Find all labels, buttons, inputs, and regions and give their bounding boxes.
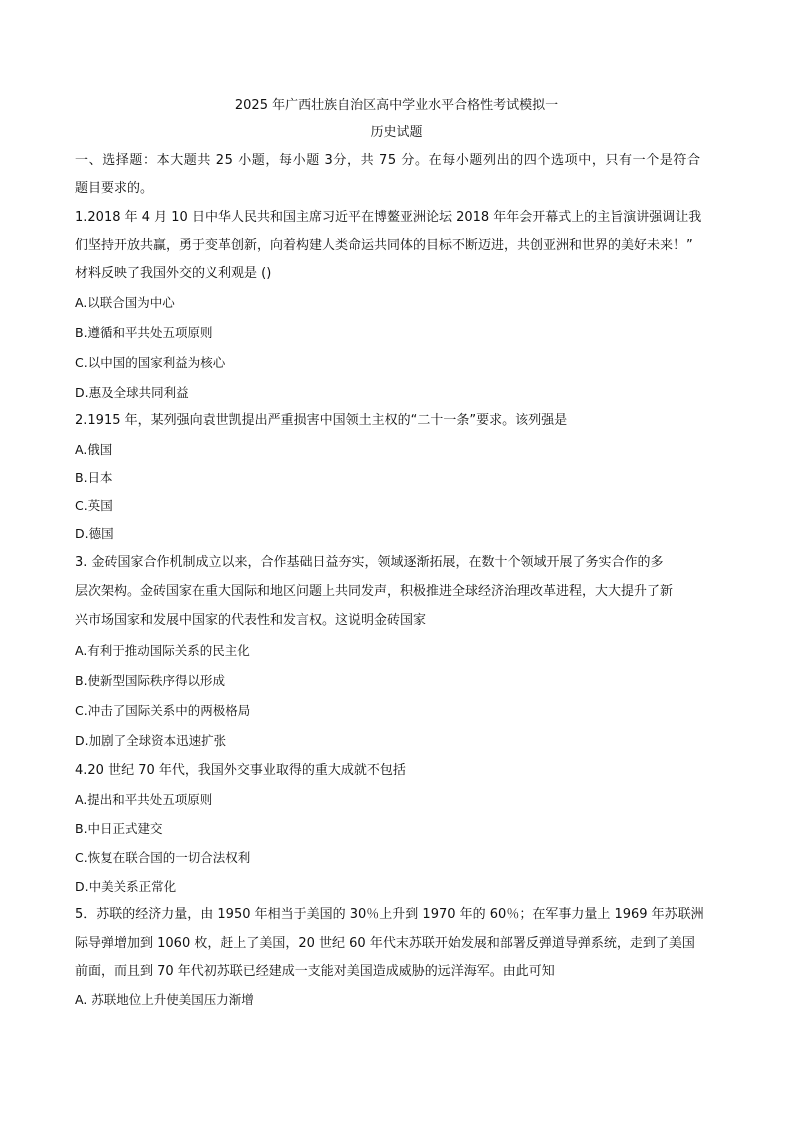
question-2-option-d: D.德国: [75, 526, 114, 541]
question-1-option-c: C.以中国的国家利益为核心: [75, 355, 226, 370]
question-3-option-d: D.加剧了全球资本迅速扩张: [75, 733, 227, 748]
question-4-text: 4.20 世纪 70 年代，我国外交事业取得的重大成就不包括: [75, 763, 406, 778]
question-4-option-a: A.提出和平共处五项原则: [75, 792, 213, 807]
exam-title: 2025 年广西壮族自治区高中学业水平合格性考试模拟一: [234, 98, 559, 113]
question-1-option-d: D.惠及全球共同利益: [75, 385, 189, 400]
question-1-text: 材料反映了我国外交的义利观是 (): [75, 266, 272, 281]
question-3-text: 3. 金砖国家合作机制成立以来，合作基础日益夯实，领域逐渐拓展，在数十个领域开展了务实合作的多: [75, 555, 664, 570]
question-2-text: 2.1915 年，某列强向袁世凯提出严重损害中国领土主权的“二十一条”要求。该列强是: [75, 413, 568, 428]
question-2-option-a: A.俄国: [75, 442, 113, 457]
question-4-option-c: C.恢复在联合国的一切合法权利: [75, 850, 251, 865]
question-4-option-b: B.中日正式建交: [75, 821, 163, 836]
section-instructions-cont: 题目要求的。: [75, 181, 154, 196]
question-1-text: 1.2018 年 4 月 10 日中华人民共和国主席习近平在博鳌亚洲论坛 2018 年年会开幕式上的主旨演讲强调让我: [75, 210, 702, 225]
question-3-option-b: B.使新型国际秩序得以形成: [75, 673, 226, 688]
question-3-option-a: A.有利于推动国际关系的民主化: [75, 643, 250, 658]
section-instructions: 一、选择题：本大题共 25 小题，每小题 3分，共 75 分。在每小题列出的四个选项中，只有一个是符合: [75, 153, 701, 168]
question-4-option-d: D.中美关系正常化: [75, 879, 177, 894]
question-3-text: 层次架构。金砖国家在重大国际和地区问题上共同发声，积极推进全球经济治理改革进程，大大提升了新: [75, 584, 674, 599]
question-5-text: 5．苏联的经济力量，由 1950 年相当于美国的 30％上升到 1970 年的 60％；在军事力量上 1969 年苏联洲: [75, 907, 704, 922]
question-5-text: 前面，而且到 70 年代初苏联已经建成一支能对美国造成威胁的远洋海军。由此可知: [75, 964, 555, 979]
question-1-text: 们坚持开放共赢，勇于变革创新，向着构建人类命运共同体的目标不断迈进，共创亚洲和世界的美好未来！”: [75, 238, 693, 253]
question-1-option-a: A.以联合国为中心: [75, 295, 175, 310]
question-5-option-a: A. 苏联地位上升使美国压力渐增: [75, 992, 254, 1007]
question-2-option-b: B.日本: [75, 470, 113, 485]
question-2-option-c: C.英国: [75, 498, 113, 513]
question-5-text: 际导弹增加到 1060 枚，赶上了美国，20 世纪 60 年代末苏联开始发展和部署反弹道导弹系统，走到了美国: [75, 936, 695, 951]
exam-subject: 历史试题: [370, 125, 423, 140]
question-3-text: 兴市场国家和发展中国家的代表性和发言权。这说明金砖国家: [75, 613, 427, 628]
question-3-option-c: C.冲击了国际关系中的两极格局: [75, 703, 251, 718]
question-1-option-b: B.遵循和平共处五项原则: [75, 325, 213, 340]
